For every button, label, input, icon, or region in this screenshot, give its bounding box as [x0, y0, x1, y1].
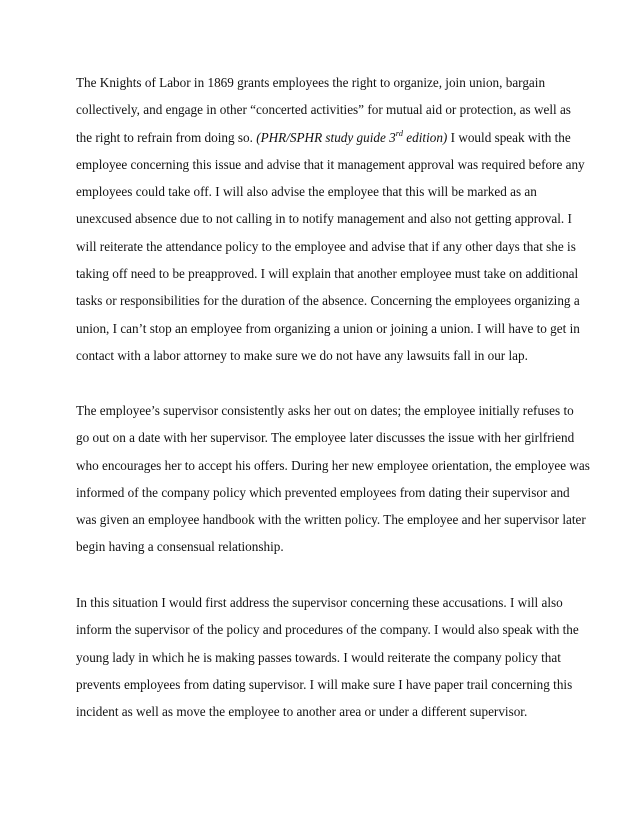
paragraph-knights-of-labor — [76, 69, 585, 369]
text-line: The employee’s supervisor consistently asks her out on dates; the employee initially refuses to — [76, 403, 574, 418]
text-line: In this situation I would first address the supervisor concerning these accusations. I will also — [76, 595, 563, 610]
text-line-with-citation — [76, 124, 576, 151]
paragraph-response — [76, 589, 579, 725]
text-line: collectively, and engage in other “concerted activities” for mutual aid or protection, as well as — [76, 102, 571, 118]
citation-title: (PHR/SPHR study guide 3 — [256, 129, 396, 145]
citation-edition: edition) — [403, 129, 448, 145]
text-line: inform the supervisor of the policy and procedures of the company. I would also speak with the — [76, 622, 579, 638]
text-line: taking off need to be preapproved. I will explain that another employee must take on additional — [76, 266, 579, 282]
citation-superscript: rd — [395, 127, 403, 138]
citation — [256, 127, 448, 145]
text-line: young lady in which he is making passes towards. I would reiterate the company policy that — [76, 649, 561, 665]
text-line: employee concerning this issue and advise that it management approval was required before any — [76, 156, 585, 172]
text-line: who encourages her to accept his offers. During her new employee orientation, the employee was — [76, 457, 590, 473]
text-line: incident as well as move the employee to another area or under a different supervisor. — [76, 704, 528, 720]
text-line: will reiterate the attendance policy to the employee and advise that if any other days that she is — [76, 238, 576, 254]
text-line: begin having a consensual relationship. — [76, 539, 284, 555]
text-line: employees could take off. I will also advise the employee that this will be marked as an — [76, 184, 537, 200]
text-line: tasks or responsibilities for the duration of the absence. Concerning the employees organizing a — [76, 293, 580, 309]
text-line: contact with a labor attorney to make sure we do not have any lawsuits fall in our lap. — [76, 347, 528, 363]
text-line: The Knights of Labor in 1869 grants employees the right to organize, join union, bargain — [76, 75, 546, 90]
text-line: was given an employee handbook with the written policy. The employee and her supervisor later — [76, 512, 586, 528]
text-line: union, I can’t stop an employee from organizing a union or joining a union. I will have to get in — [76, 320, 580, 336]
paragraph-supervisor-dating — [76, 397, 590, 561]
text-segment: the right to refrain from doing so. — [76, 129, 257, 145]
text-line: prevents employees from dating supervisor. I will make sure I have paper trail concerning this — [76, 676, 573, 692]
text-segment: I would speak with the — [447, 129, 571, 145]
text-line: unexcused absence due to not calling in to notify management and also not getting approval. I — [76, 211, 572, 227]
text-line: informed of the company policy which prevented employees from dating their supervisor and — [76, 484, 570, 500]
text-line: go out on a date with her supervisor. The employee later discusses the issue with her girlfriend — [76, 430, 575, 446]
